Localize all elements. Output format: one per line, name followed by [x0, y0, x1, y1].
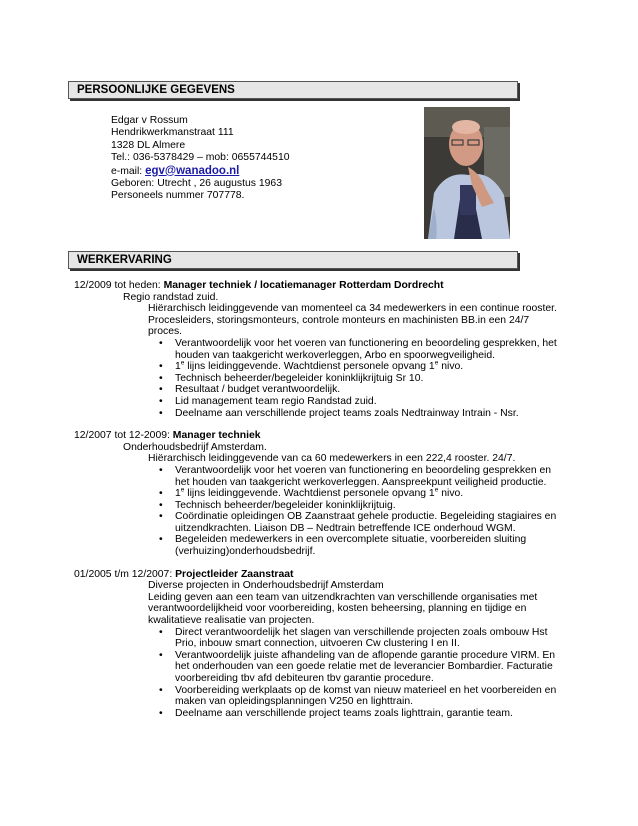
list-item: • Voorbereiding werkplaats op de komst van nieuw materieel en het voorbereiden en maken van opleidingsplanningen V250 en lighttrain. [74, 685, 565, 708]
job-bullet-list [74, 465, 574, 558]
email-link[interactable]: egv@wanadoo.nl [145, 164, 240, 177]
job-description: Leiding geven aan een team van uitzendkrachten van verschillende organisaties met verantwoordelijkheid voor voorbereiding, kosten beheersing, planning en tijdige en kwalitatieve realisatie van projecten. [148, 591, 538, 627]
list-item: • Verantwoordelijk voor het voeren van functionering en beoordeling gesprekken en het houden van taakgericht werkoverleggen. Aanspreekpunt veiligheid productie. [74, 465, 565, 488]
list-item: • Deelname aan verschillende project teams zoals lighttrain, garantie team. [74, 708, 565, 720]
contact-phone: Tel.: 036-5378429 – mob: 0655744510 [111, 152, 290, 164]
job-heading [74, 280, 574, 292]
section-title: WERKERVARING [77, 254, 172, 266]
job-description: Hiërarchisch leidinggevende van momenteel ca 34 medewerkers in een continue rooster. Procesleiders, storingsmonteurs, controle monteurs en machinisten BB.in een 24/7 proces. [148, 303, 557, 338]
job-location: Diverse projecten in Onderhoudsbedrijf Amsterdam [148, 580, 384, 592]
list-item: • Verantwoordelijk voor het voeren van functionering en beoordeling gesprekken, het houden van taakgericht werkoverleggen, Arbo en spoorwegveiligheid. [74, 338, 565, 361]
contact-name: Edgar v Rossum [111, 115, 188, 126]
job-bullet-list [74, 338, 574, 419]
job-entry [74, 430, 574, 558]
job-location: Regio randstad zuid. [123, 291, 219, 303]
job-heading [74, 569, 574, 581]
work-experience [74, 280, 574, 730]
list-item: • Technisch beheerder/begeleider koninklijkrijtuig Sr 10. [74, 373, 565, 385]
section-header-personal [68, 81, 518, 99]
job-title: Projectleider Zaanstraat [175, 568, 294, 580]
list-item: • Lid management team regio Randstad zuid. [74, 396, 565, 408]
list-item: • Direct verantwoordelijk het slagen van verschillende projecten zoals ombouw Hst Prio, inbouw smart connection, uitvoeren Cw clustering I en II. [74, 627, 565, 650]
job-bullet-list [74, 627, 574, 720]
job-title: Manager techniek / locatiemanager Rotterdam Dordrecht [163, 280, 444, 291]
job-description: Hiërarchisch leidinggevende van ca 60 medewerkers in een 222,4 rooster. 24/7. [148, 453, 516, 465]
job-location: Onderhoudsbedrijf Amsterdam. [123, 441, 267, 453]
list-item: • Verantwoordelijk juiste afhandeling van de aflopende garantie procedure VIRM. En het onderhouden van een goede relatie met de leverancier Bombardier. Facturatie voorbereiding tbv afd debiteuren tbv garantie procedure. [74, 650, 565, 685]
job-entry [74, 569, 574, 720]
job-heading [74, 430, 574, 442]
list-item: • Coördinatie opleidingen OB Zaanstraat gehele productie. Begeleiding stagiaires en uitzendkrachten. Liaison DB – Nedtrain betreffende ICE onderhoud WGM. [74, 511, 565, 534]
list-item: • Technisch beheerder/begeleider koninklijkrijtuig. [74, 500, 565, 512]
job-title: Manager techniek [172, 430, 261, 442]
contact-staff-number: Personeels nummer 707778. [111, 190, 245, 202]
contact-email-line [111, 165, 290, 178]
list-item: • 1e lijns leidinggevende. Wachtdienst personele opvang 1e nivo. [74, 361, 565, 373]
contact-street: Hendrikwerkmanstraat 111 [111, 127, 234, 139]
job-period: 12/2009 tot heden: [74, 280, 164, 291]
list-item: • Begeleiden medewerkers in een overcomplete situatie, voorbereiden sluiting (verhuizing)onderhoudsbedrijf. [74, 534, 565, 557]
section-header-work [68, 251, 518, 269]
contact-block [111, 115, 290, 203]
contact-born: Geboren: Utrecht , 26 augustus 1963 [111, 178, 282, 190]
job-period: 01/2005 t/m 12/2007: [74, 568, 176, 580]
email-label: e-mail: [111, 165, 146, 177]
contact-city: 1328 DL Almere [111, 139, 186, 151]
list-item: • 1e lijns leidinggevende. Wachtdienst personele opvang 1e nivo. [74, 488, 565, 500]
job-entry [74, 280, 574, 419]
profile-photo [424, 107, 510, 239]
list-item: • Resultaat / budget verantwoordelijk. [74, 384, 565, 396]
list-item: • Deelname aan verschillende project teams zoals Nedtrainway Intrain - Nsr. [74, 408, 565, 420]
job-period: 12/2007 tot 12-2009: [74, 430, 173, 442]
section-title: PERSOONLIJKE GEGEVENS [77, 84, 235, 96]
